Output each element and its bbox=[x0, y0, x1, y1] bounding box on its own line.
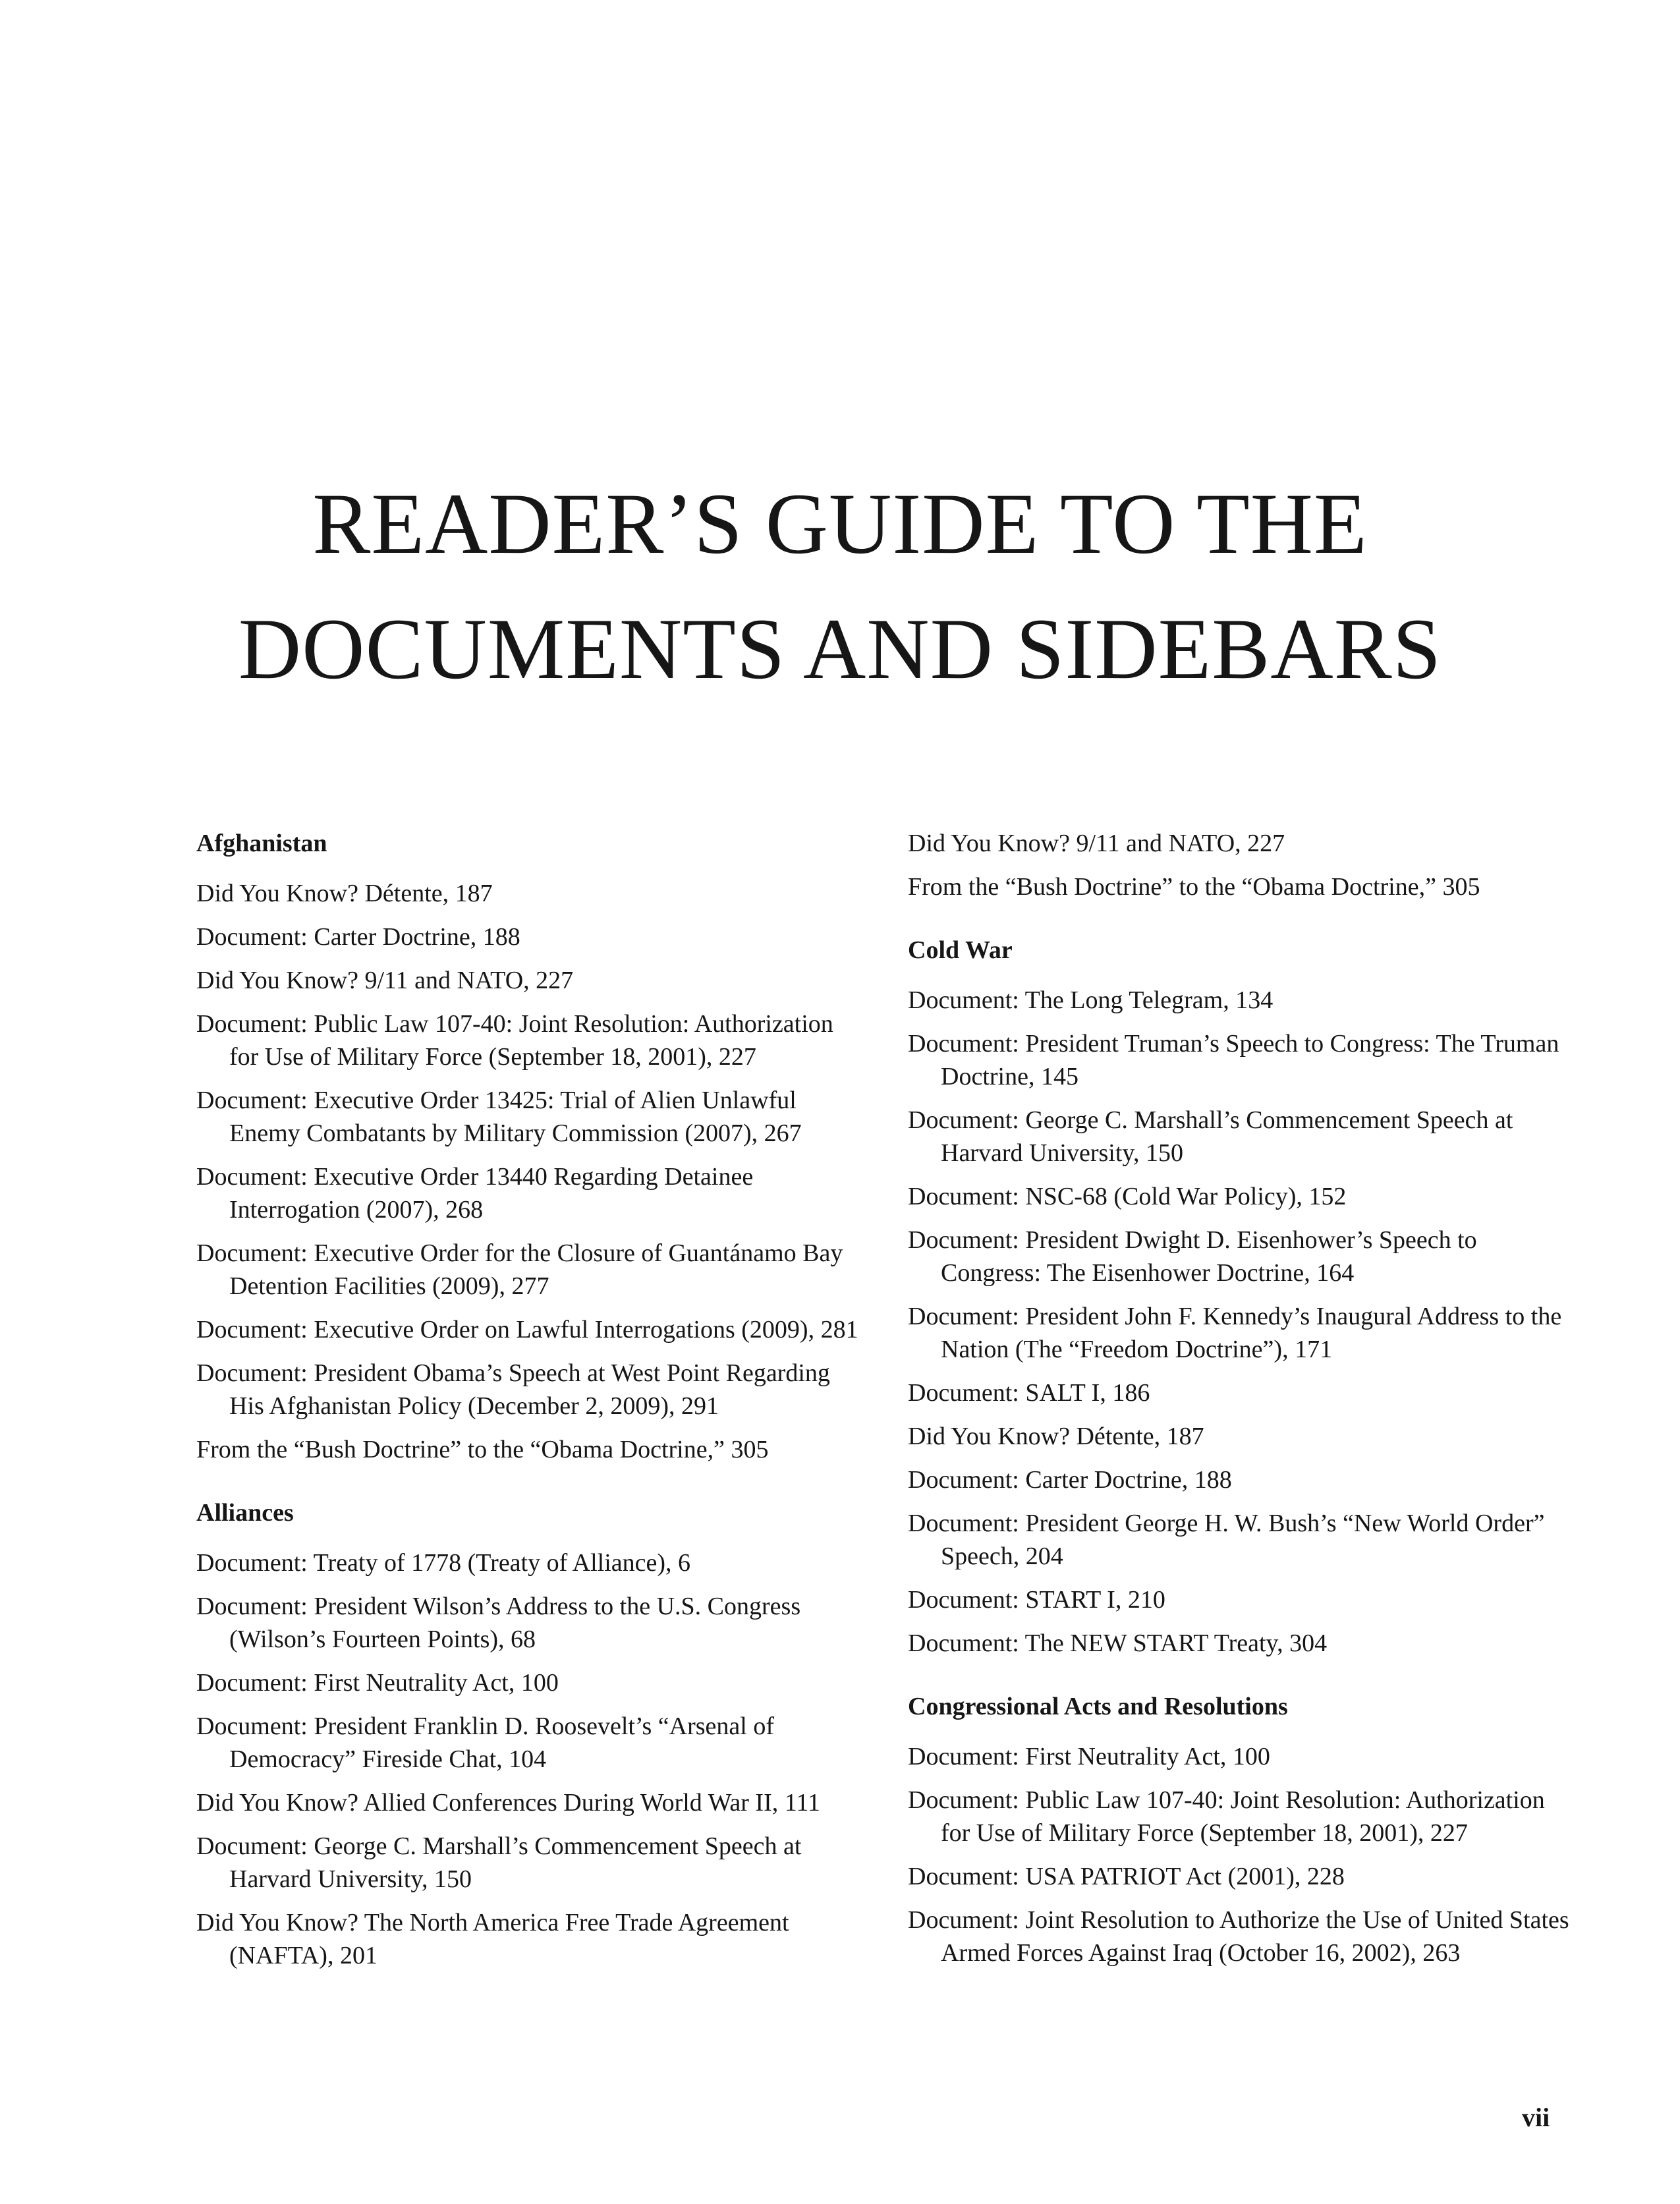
section-heading: Afghanistan bbox=[196, 830, 327, 857]
guide-entry: Did You Know? The North America Free Trade Agreement (NAFTA), 201 bbox=[196, 1909, 789, 1969]
guide-entry: Did You Know? Allied Conferences During World War II, 111 bbox=[196, 1789, 820, 1817]
page-title-line-2: DOCUMENTS AND SIDEBARS bbox=[238, 600, 1442, 697]
page-title-line-1: READER’S GUIDE TO THE bbox=[312, 475, 1368, 572]
guide-entry: Document: Executive Order on Lawful Interrogations (2009), 281 bbox=[196, 1316, 858, 1343]
section-afghanistan bbox=[196, 827, 865, 1466]
entry-list bbox=[908, 984, 1575, 1660]
guide-entry: Did You Know? 9/11 and NATO, 227 bbox=[908, 830, 1285, 857]
guide-entry: Document: President Truman’s Speech to Congress: The Truman Doctrine, 145 bbox=[908, 1030, 1559, 1090]
guide-entry: Document: Carter Doctrine, 188 bbox=[196, 923, 520, 951]
guide-entry: Did You Know? Détente, 187 bbox=[908, 1423, 1204, 1450]
section-heading: Cold War bbox=[908, 936, 1013, 964]
guide-entry: Document: Public Law 107-40: Joint Resolution: Authorization for Use of Military Force (September 18, 2001), 227 bbox=[908, 1786, 1545, 1847]
page-title bbox=[0, 461, 1680, 712]
guide-entry: Document: President George H. W. Bush’s “New World Order” Speech, 204 bbox=[908, 1510, 1545, 1570]
section-heading: Congressional Acts and Resolutions bbox=[908, 1693, 1288, 1720]
left-column bbox=[196, 827, 865, 1983]
guide-entry: Document: Executive Order 13425: Trial of Alien Unlawful Enemy Combatants by Military Commission (2007), 267 bbox=[196, 1087, 802, 1147]
guide-entry: Document: George C. Marshall’s Commencement Speech at Harvard University, 150 bbox=[908, 1106, 1513, 1167]
section-continued bbox=[908, 827, 1575, 903]
entry-list bbox=[908, 827, 1575, 903]
guide-entry: From the “Bush Doctrine” to the “Obama Doctrine,” 305 bbox=[196, 1436, 769, 1463]
guide-entry: Document: Executive Order for the Closure of Guantánamo Bay Detention Facilities (2009), 277 bbox=[196, 1239, 843, 1300]
guide-entry: Document: START I, 210 bbox=[908, 1586, 1165, 1614]
section-cold-war bbox=[908, 934, 1575, 1660]
guide-entry: Document: President Dwight D. Eisenhower’s Speech to Congress: The Eisenhower Doctrine, 164 bbox=[908, 1226, 1477, 1287]
page-number: vii bbox=[1522, 2103, 1550, 2132]
guide-entry: Did You Know? 9/11 and NATO, 227 bbox=[196, 967, 574, 994]
guide-entry: Document: SALT I, 186 bbox=[908, 1379, 1150, 1407]
guide-entry: Document: USA PATRIOT Act (2001), 228 bbox=[908, 1863, 1345, 1890]
guide-entry: Document: President Wilson’s Address to the U.S. Congress (Wilson’s Fourteen Points), 68 bbox=[196, 1593, 801, 1653]
guide-entry: Document: George C. Marshall’s Commencement Speech at Harvard University, 150 bbox=[196, 1832, 802, 1893]
guide-entry: Document: President Franklin D. Roosevelt’s “Arsenal of Democracy” Fireside Chat, 104 bbox=[196, 1712, 775, 1773]
guide-entry: Document: President John F. Kennedy’s Inaugural Address to the Nation (The “Freedom Doctrine”), 171 bbox=[908, 1303, 1562, 1363]
guide-entry: Did You Know? Détente, 187 bbox=[196, 880, 493, 907]
entry-list bbox=[196, 1546, 865, 1972]
guide-entry: Document: Public Law 107-40: Joint Resolution: Authorization for Use of Military Force (September 18, 2001), 227 bbox=[196, 1010, 833, 1071]
guide-entry: Document: First Neutrality Act, 100 bbox=[908, 1743, 1270, 1770]
section-heading: Alliances bbox=[196, 1499, 294, 1527]
guide-entry: Document: The NEW START Treaty, 304 bbox=[908, 1629, 1328, 1657]
guide-entry: Document: First Neutrality Act, 100 bbox=[196, 1669, 559, 1697]
entry-list bbox=[196, 877, 865, 1466]
guide-entry: Document: Carter Doctrine, 188 bbox=[908, 1466, 1232, 1494]
guide-entry: Document: President Obama’s Speech at West Point Regarding His Afghanistan Policy (December 2, 2009), 291 bbox=[196, 1359, 830, 1420]
entry-list bbox=[908, 1740, 1575, 1969]
guide-entry: From the “Bush Doctrine” to the “Obama Doctrine,” 305 bbox=[908, 873, 1480, 901]
guide-entry: Document: The Long Telegram, 134 bbox=[908, 986, 1274, 1014]
guide-entry: Document: NSC-68 (Cold War Policy), 152 bbox=[908, 1183, 1347, 1210]
guide-entry: Document: Executive Order 13440 Regarding Detainee Interrogation (2007), 268 bbox=[196, 1163, 754, 1224]
section-alliances bbox=[196, 1496, 865, 1972]
guide-entry: Document: Treaty of 1778 (Treaty of Alliance), 6 bbox=[196, 1549, 691, 1577]
guide-entry: Document: Joint Resolution to Authorize the Use of United States Armed Forces Against Iraq (October 16, 2002), 263 bbox=[908, 1906, 1569, 1967]
section-congressional-acts-and-resolutions bbox=[908, 1690, 1575, 1969]
right-column bbox=[908, 827, 1575, 1980]
